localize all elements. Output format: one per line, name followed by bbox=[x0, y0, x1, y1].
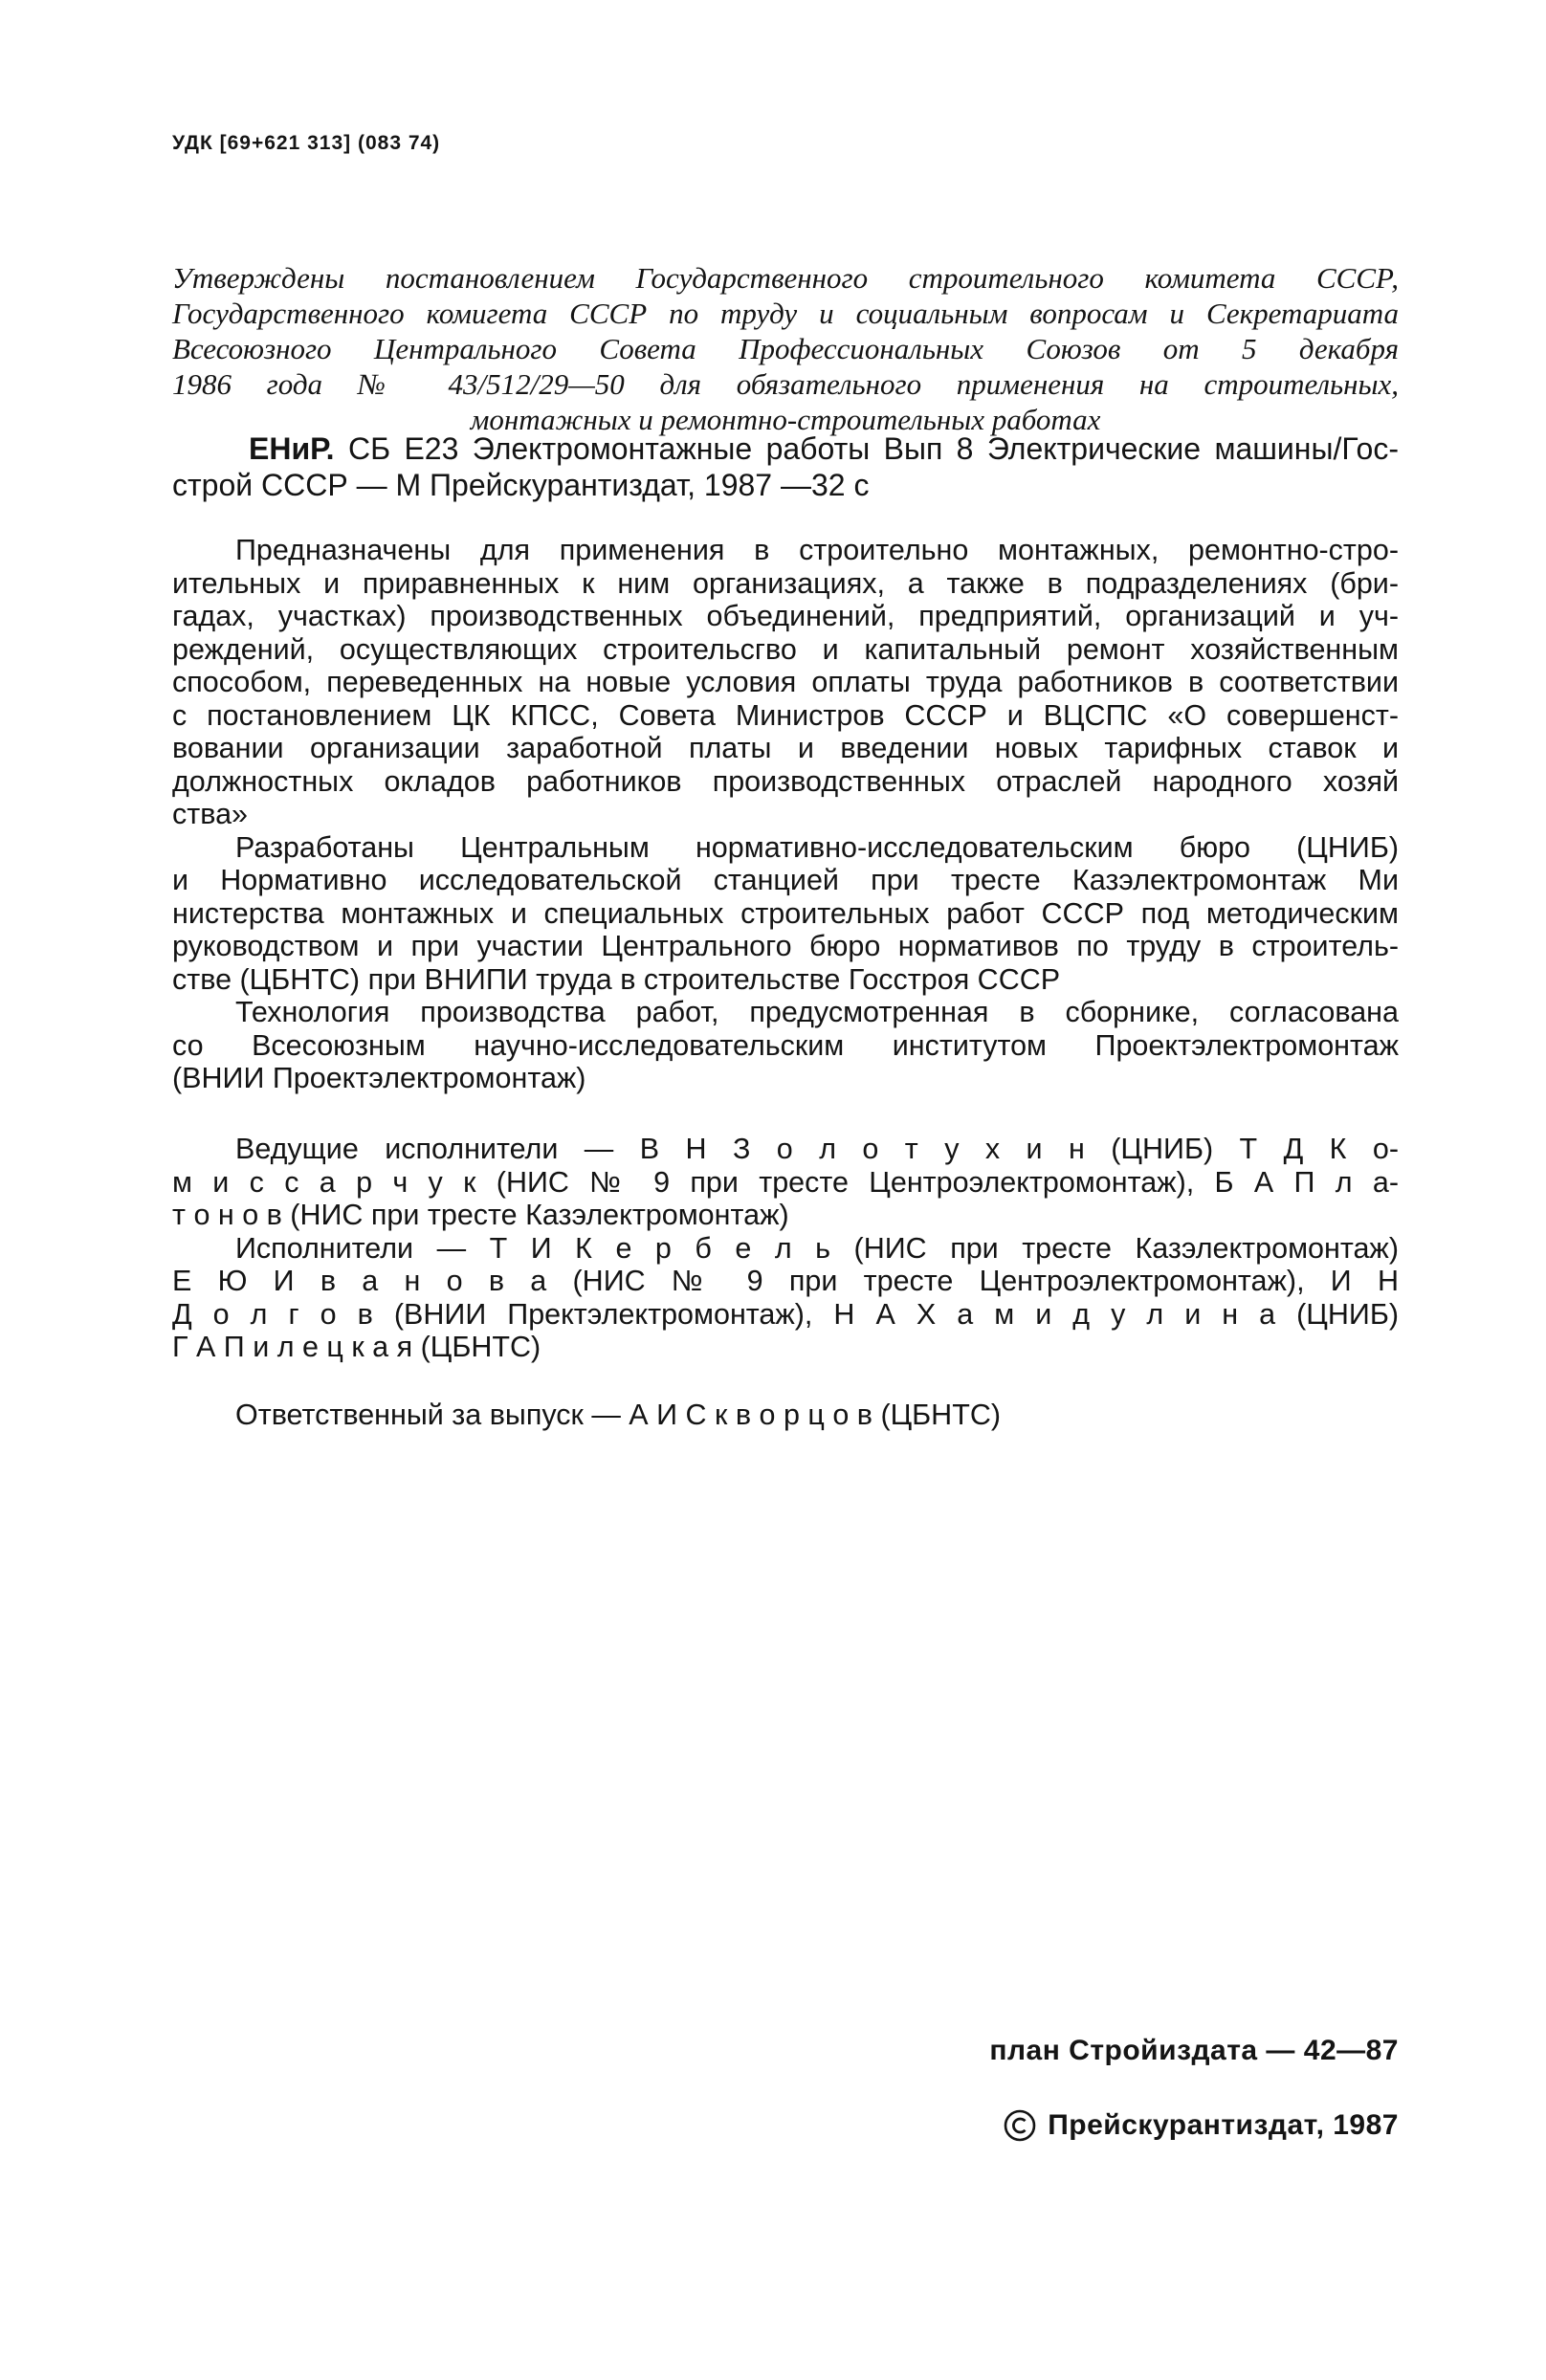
purpose-line: с постановлением ЦК КПСС, Совета Министров СССР и ВЦСПС «О совершенст- bbox=[172, 698, 1399, 732]
purpose-line: ительных и приравненных к ним организациях, а также в подразделениях (бри- bbox=[172, 566, 1399, 600]
approval-line: Всесоюзного Центрального Совета Профессиональных Союзов от 5 декабря bbox=[172, 332, 1399, 365]
responsible-editor: Ответственный за выпуск — А И С к в о р ц о в (ЦБНТС) bbox=[235, 1398, 1002, 1431]
technology-line: со Всесоюзным научно-исследовательским институтом Проектэлектромонтаж bbox=[172, 1028, 1399, 1062]
lead-authors-line: Ведущие исполнители — В Н З о л о т у х и н (ЦНИБ) Т Д К о- bbox=[235, 1133, 1399, 1165]
approval-line: 1986 года № 43/512/29—50 для обязательного применения на строительных, bbox=[172, 367, 1399, 401]
developed-line: и Нормативно исследовательской станцией при тресте Казэлектромонтаж Ми bbox=[172, 864, 1399, 896]
developed-line: Разработаны Центральным нормативно-исследовательским бюро (ЦНИБ) bbox=[235, 830, 1399, 864]
publisher-plan: план Стройиздата — 42—87 bbox=[989, 2035, 1399, 2066]
purpose-line: должностных окладов работников производственных отраслей народного хозяй bbox=[172, 764, 1399, 798]
purpose-line: гадах, участках) производственных объединений, предприятий, организаций и уч- bbox=[172, 600, 1399, 632]
biblio-title: СБ Е23 Электромонтажные работы Вып 8 Электрические машины/Гос- bbox=[347, 431, 1400, 466]
authors-line: Е Ю И в а н о в а (НИС № 9 при тресте Центроэлектромонтаж), И Н bbox=[172, 1265, 1399, 1297]
biblio-code: ЕНиР. bbox=[249, 431, 335, 466]
copyright-icon bbox=[1004, 2109, 1036, 2142]
developed-line: стве (ЦБНТС) при ВНИПИ труда в строительстве Госстроя СССР bbox=[172, 962, 1061, 996]
purpose-line: Предназначены для применения в строительно монтажных, ремонтно-стро- bbox=[235, 534, 1399, 566]
authors-line: Исполнители — Т И К е р б е л ь (НИС при тресте Казэлектромонтаж) bbox=[235, 1231, 1399, 1265]
spacer bbox=[172, 1364, 1399, 1399]
approval-line: Утверждены постановлением Государственного строительного комитета СССР, bbox=[172, 261, 1399, 295]
technology-line: Технология производства работ, предусмотренная в сборнике, согласована bbox=[235, 996, 1399, 1028]
copyright-text: Прейскурантиздат, 1987 bbox=[1048, 2109, 1399, 2141]
developed-line: нистерства монтажных и специальных строительных работ СССР под методическим bbox=[172, 896, 1399, 930]
approval-line: монтажных и ремонтно-строительных работах bbox=[470, 403, 1101, 436]
approval-statement bbox=[172, 260, 1399, 437]
purpose-line: ства» bbox=[172, 798, 249, 830]
copyright-notice bbox=[1004, 2109, 1399, 2142]
technology-line: (ВНИИ Проектэлектромонтаж) bbox=[172, 1062, 586, 1094]
credits-block bbox=[172, 1133, 1399, 1431]
approval-line: Государственного комигета СССР по труду и социальным вопросам и Секретариата bbox=[172, 297, 1399, 330]
bibliographic-record bbox=[172, 430, 1399, 503]
developed-line: руководством и при участии Центрального бюро нормативов по труду в строитель- bbox=[172, 930, 1399, 962]
biblio-line: строй СССР — М Прейскурантиздат, 1987 —32 с bbox=[172, 468, 870, 502]
lead-authors-line: т о н о в (НИС при тресте Казэлектромонтаж) bbox=[172, 1199, 789, 1231]
udk-code: УДК [69+621 313] (083 74) bbox=[172, 132, 441, 154]
description-block bbox=[172, 534, 1399, 1095]
authors-line: Д о л г о в (ВНИИ Пректэлектромонтаж), Н А Х а м и д у л и н а (ЦНИБ) bbox=[172, 1297, 1399, 1331]
lead-authors-line: м и с с а р ч у к (НИС № 9 при тресте Центроэлектромонтаж), Б А П л а- bbox=[172, 1165, 1399, 1199]
purpose-line: реждений, осуществляющих строительсгво и капитальный ремонт хозяйственным bbox=[172, 632, 1399, 666]
biblio-line bbox=[172, 430, 1399, 467]
authors-line: Г А П и л е ц к а я (ЦБНТС) bbox=[172, 1331, 541, 1363]
purpose-line: способом, переведенных на новые условия оплаты труда работников в соответствии bbox=[172, 666, 1399, 698]
purpose-line: вовании организации заработной платы и введении новых тарифных ставок и bbox=[172, 732, 1399, 764]
